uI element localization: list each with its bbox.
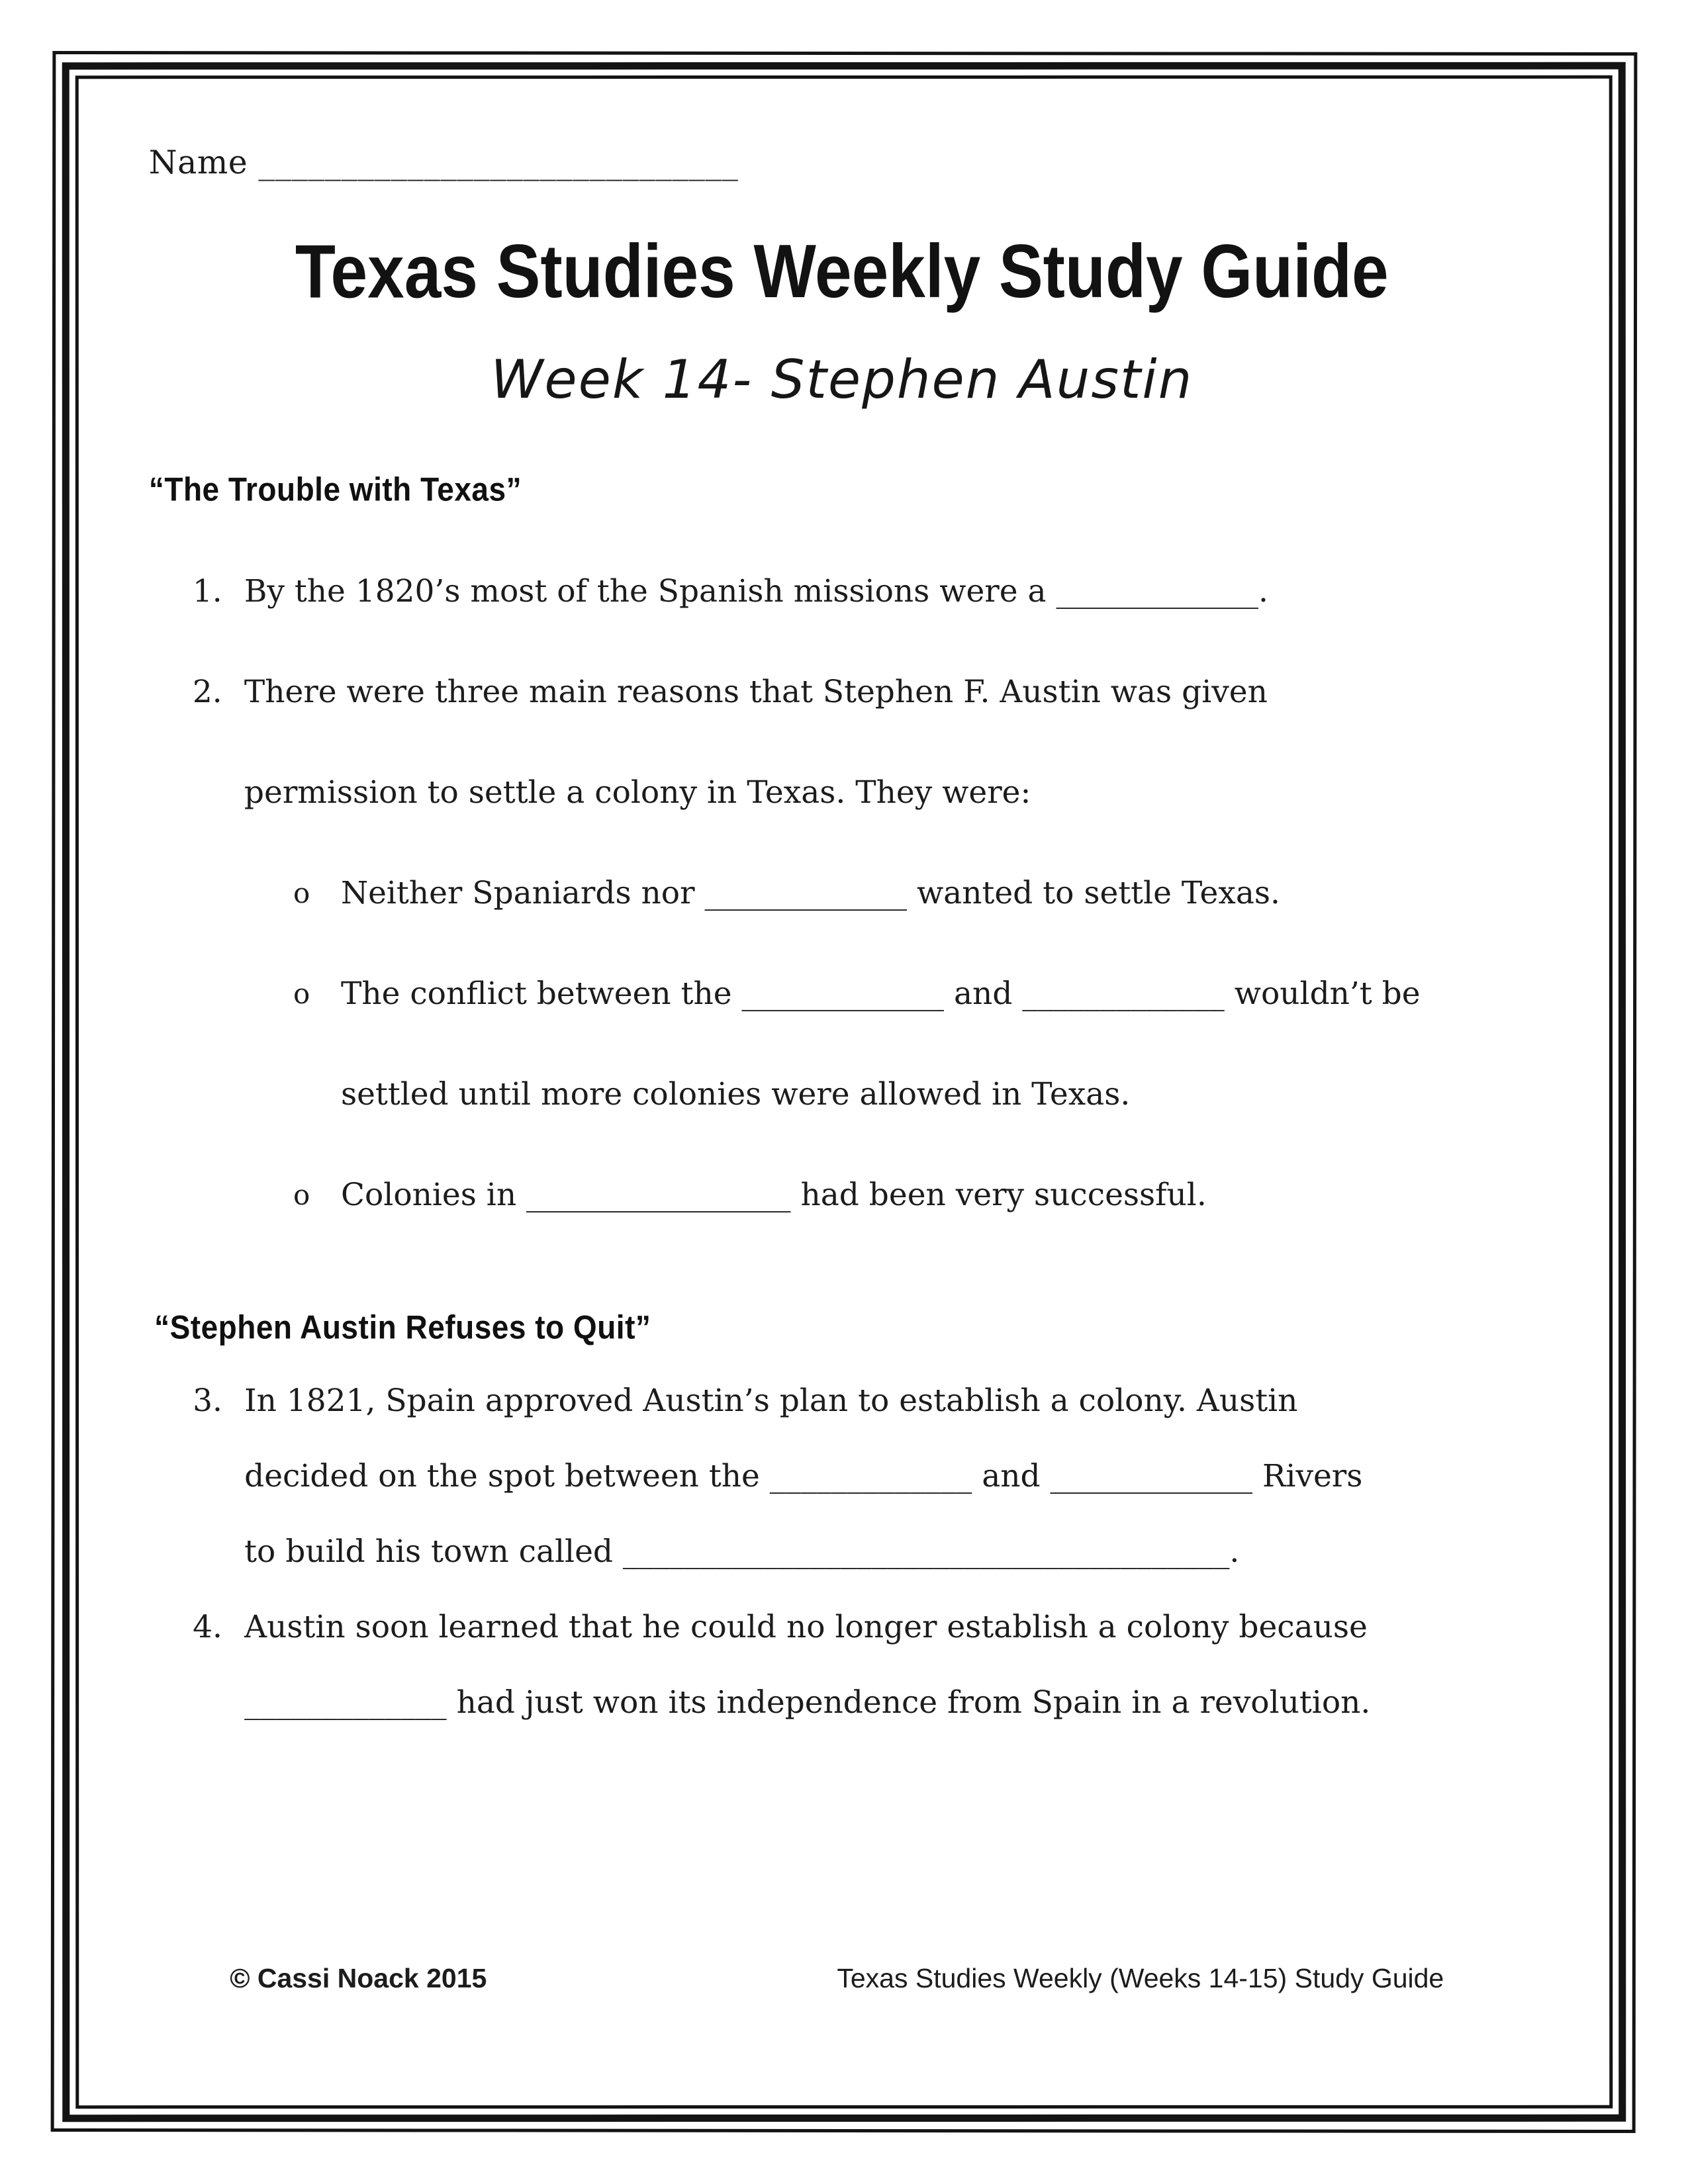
- worksheet-subtitle: Week 14- Stephen Austin: [491, 348, 1194, 411]
- question-2-bullet-3-text: Colonies in _________________ had been very successful.: [341, 1176, 1207, 1214]
- question-1-number: 1.: [192, 573, 222, 610]
- section-heading-trouble-with-texas: “The Trouble with Texas”: [148, 471, 522, 508]
- question-3-number: 3.: [193, 1383, 222, 1420]
- question-2-bullet-2-text: The conflict between the _____________ and _____________ wouldn’t be settled until more colonies were allowed in Texas.: [340, 975, 1421, 1113]
- bullet-marker: o: [293, 978, 310, 1011]
- page-border-outer: [51, 51, 1638, 2133]
- page-footer: [230, 1963, 1444, 1994]
- name-field-line: Name _____________________________: [148, 144, 739, 182]
- bullet-marker: o: [293, 1179, 310, 1212]
- question-4-text: Austin soon learned that he could no longer establish a colony because _____________ had just won its independence from Spain in a revolution.: [244, 1608, 1371, 1721]
- question-1-text: By the 1820’s most of the Spanish missions were a _____________.: [244, 572, 1268, 610]
- worksheet-content: [79, 79, 1610, 2105]
- question-2-bullet-1-text: Neither Spaniards nor _____________ wanted to settle Texas.: [340, 874, 1280, 912]
- question-3-text: In 1821, Spain approved Austin’s plan to establish a colony. Austin decided on the spot between the _____________ and _____________ Rivers to build his town called _______________________________________.: [244, 1382, 1363, 1570]
- question-2-text: There were three main reasons that Stephen F. Austin was given permission to settle a colony in Texas. They were:: [244, 673, 1268, 811]
- question-4-number: 4.: [193, 1609, 222, 1646]
- copyright-text: © Cassi Noack 2015: [230, 1963, 487, 1994]
- worksheet-title: Texas Studies Weekly Study Guide: [295, 228, 1389, 314]
- footer-document-title: Texas Studies Weekly (Weeks 14-15) Study Guide: [837, 1962, 1444, 1994]
- question-4: [149, 1590, 1535, 1741]
- question-2-bullet-1: [149, 843, 1535, 944]
- section-heading-stephen-austin-refuses: “Stephen Austin Refuses to Quit”: [154, 1308, 651, 1346]
- question-2: [149, 642, 1535, 843]
- page-border-inner: [75, 75, 1613, 2109]
- section-2-list: [149, 1363, 1535, 1741]
- section-1-list: [149, 541, 1535, 1246]
- question-2-number: 2.: [192, 674, 222, 711]
- page-border-middle: [62, 62, 1626, 2122]
- question-2-bullet-3: [149, 1145, 1535, 1246]
- question-3: [149, 1363, 1535, 1590]
- question-1: [149, 541, 1535, 642]
- question-2-bullet-2: [149, 944, 1535, 1145]
- bullet-marker: o: [293, 877, 310, 910]
